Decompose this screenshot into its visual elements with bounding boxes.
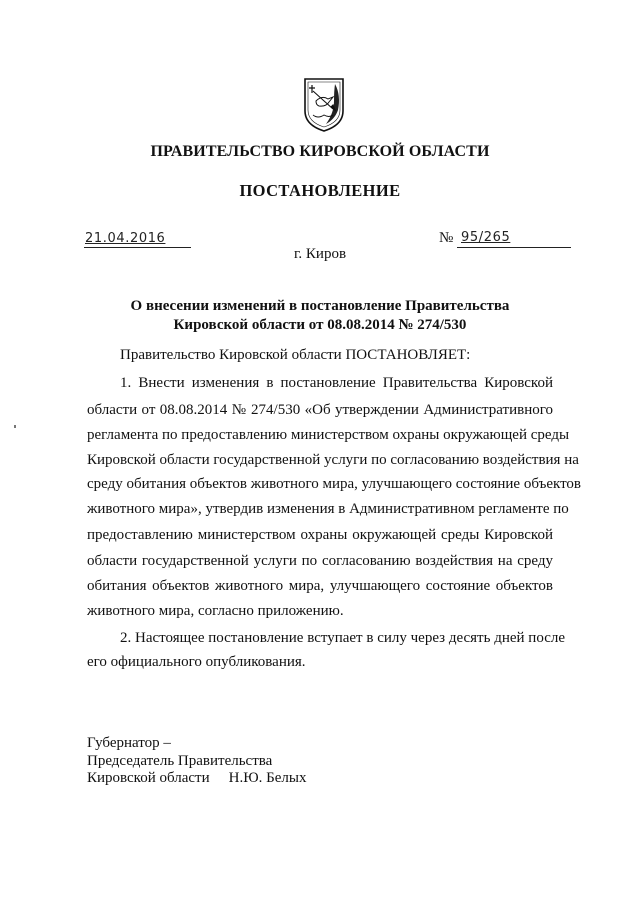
body-line: Кировской области государственной услуги по согласованию воздействия на	[87, 452, 579, 468]
issue-city: г. Киров	[293, 246, 347, 262]
document-subject	[0, 297, 640, 335]
signature-line: Губернатор –	[87, 735, 171, 751]
preamble: Правительство Кировской области ПОСТАНОВЛЯЕТ:	[120, 347, 471, 363]
body-line: регламента по предоставлению министерством охраны окружающей среды	[87, 427, 570, 443]
body-line: среду обитания объектов животного мира, улучшающего состояние объектов	[87, 476, 582, 492]
body-line: области от 08.08.2014 № 274/530 «Об утверждении Административного	[87, 402, 553, 418]
organization-title: ПРАВИТЕЛЬСТВО КИРОВСКОЙ ОБЛАСТИ	[150, 143, 490, 160]
body-line: обитания объектов животного мира, улучшающего состояние объектов	[87, 578, 553, 594]
signature-line: Председатель Правительства	[87, 752, 273, 769]
body-line: его официального опубликования.	[87, 654, 306, 670]
scan-mark	[14, 425, 16, 428]
document-number-field	[439, 229, 571, 247]
body-line: животного мира», утвердив изменения в Административном регламенте по	[87, 501, 569, 517]
signature-region: Кировской области	[87, 770, 210, 786]
signatory-name: Н.Ю. Белых	[228, 770, 307, 786]
signature-line	[87, 770, 306, 788]
body-line: 1. Внести изменения в постановление Правительства Кировской	[120, 375, 553, 391]
signature-block	[87, 735, 306, 788]
subject-line: О внесении изменений в постановление Правительства	[130, 298, 510, 314]
body-line: 2. Настоящее постановление вступает в силу через десять дней после	[120, 630, 565, 646]
coat-of-arms-icon	[302, 77, 346, 133]
document-number: 95/265	[461, 230, 511, 245]
document-date: 21.04.2016	[85, 231, 166, 246]
document-type-title: ПОСТАНОВЛЕНИЕ	[239, 181, 401, 200]
subject-line: Кировской области от 08.08.2014 № 274/530	[173, 317, 467, 333]
body-line: области государственной услуги по согласованию воздействия на среду	[87, 553, 553, 569]
number-sign: №	[439, 230, 454, 246]
body-line: животного мира, согласно приложению.	[87, 603, 344, 619]
body-line: предоставлению министерством охраны окружающей среды Кировской	[87, 527, 553, 543]
